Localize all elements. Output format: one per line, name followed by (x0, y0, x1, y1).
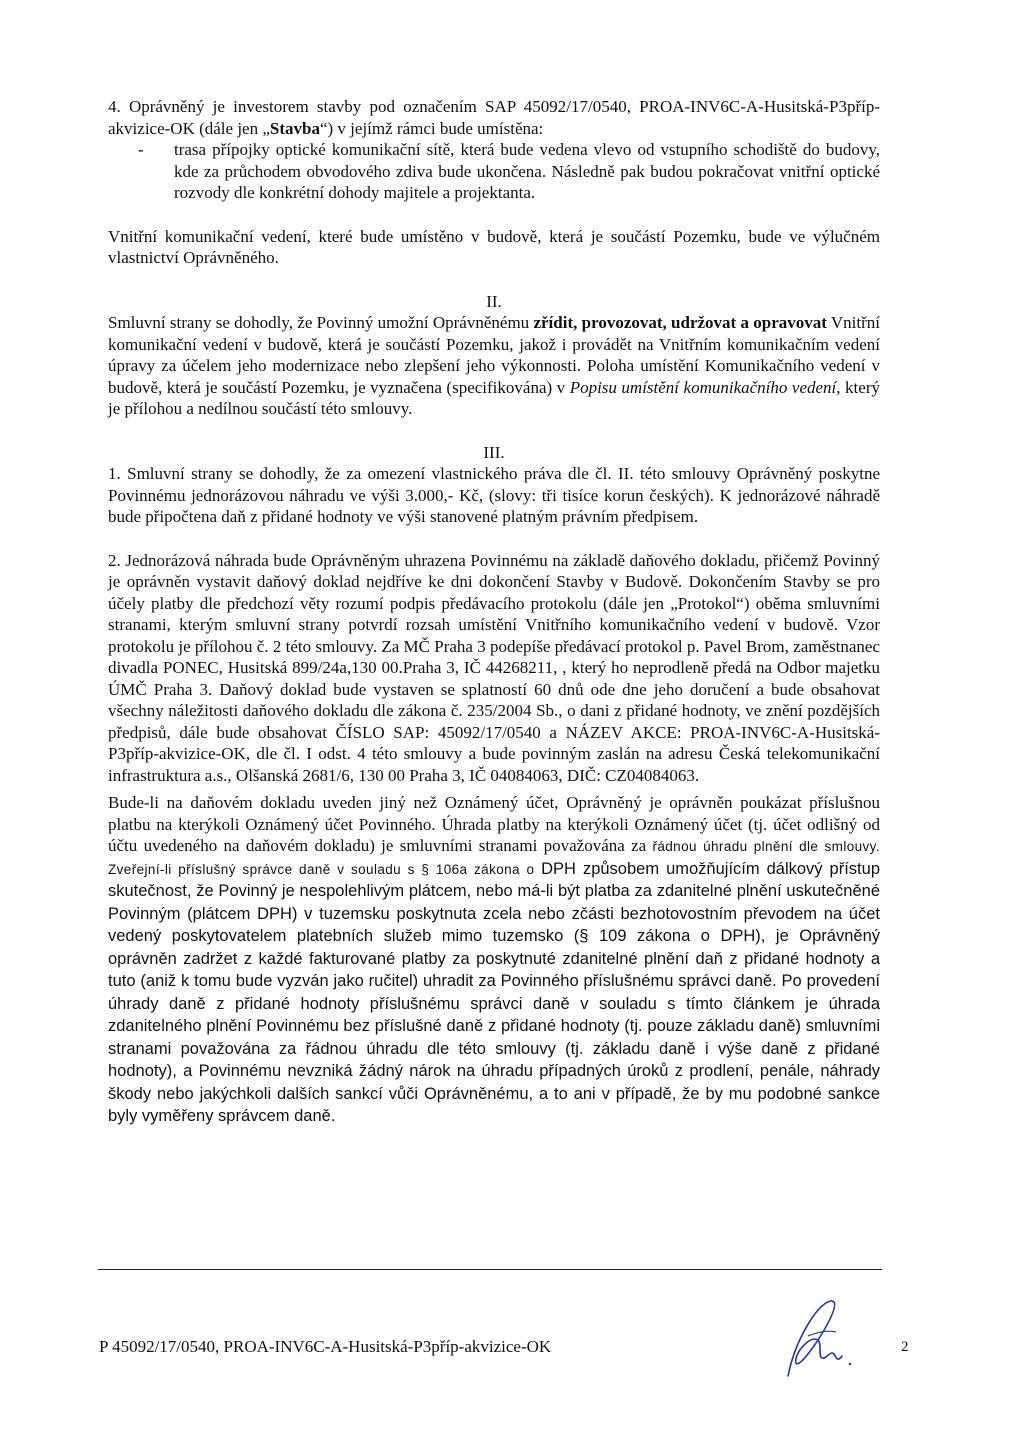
internal-line-ownership: Vnitřní komunikační vedení, které bude umístěno v budově, která je součástí Pozemku, bude ve výlučném vlastnictví Oprávněného. (108, 226, 880, 267)
section-II-text-c: , který je přílohou a nedílnou součástí této smlouvy. (108, 377, 880, 418)
stavba-term: Stavba (269, 118, 320, 138)
section-III-3-text-b: DPH způsobem umožňujícím dálkový přístup skutečnost, že Povinný je nespolehlivým plátcem, nebo má-li být platba za zdanitelné plnění uskutečněné Povinným (plátcem DPH) v tuzemsku poskytnuta zcela nebo zčásti bezhotovostním převodem na účet vedený poskytovatelem platebních služeb mimo tuzemsko (§ 109 zákona o DPH), je Oprávněný oprávněn zadržet z každé fakturované platby za poskytnuté zdanitelné plnění daň z přidané hodnoty a tuto (aniž k tomu bude vyzván jako ručitel) uhradit za Povinného příslušnému správci daně. Po provedení úhrady daně z přidané hodnoty příslušnému správci daně v souladu s tímto článkem je úhrada zdanitelného plnění Povinnému bez příslušné daně z přidané hodnoty (tj. pouze základu daně) smluvními stranami považována za řádnou úhradu dle této smlouvy (tj. základu daně i výše daně z přidané hodnoty), a Povinnému nevzniká žádný nárok na úhradu případných úroků z prodlení, penále, náhrady škody nebo jakýchkoli dalších sankcí vůči Oprávněnému, a to ani v případě, že by mu podobné sankce byly vyměřeny správcem daně. (108, 859, 880, 1125)
item-4-bullet (108, 139, 880, 204)
section-III-3-small-text: řádnou úhradu plnění dle smlouvy. Zveřejní-li příslušný správce daně v souladu s § 106a zákona o (108, 839, 880, 877)
page-number: 2 (901, 1339, 909, 1355)
footer-reference: P 45092/17/0540, PROA-INV6C-A-Husitská-P3příp-akvizice-OK (99, 1337, 552, 1356)
section-heading-II: II. (486, 291, 502, 311)
section-II-paragraph (108, 312, 880, 420)
item-4-intro-tail: “) v jejímž rámci bude umístěna: (319, 118, 544, 138)
item-4-intro-text: 4. Oprávněný je investorem stavby pod označením SAP 45092/17/0540, PROA-INV6C-A-Husitská-P3příp-akvizice-OK (dále jen „ (108, 97, 880, 138)
section-III-point-1: 1. Smluvní strany se dohodly, že za omezení vlastnického práva dle čl. II. této smlouvy Oprávněný poskytne Povinnému jednorázovou náhradu ve výši 3.000,- Kč, (slovy: tři tisíce korun českých). K jednorázové náhradě bude připočtena daň z přidané hodnoty ve výši stanovené platným právním předpisem. (108, 464, 880, 526)
section-II-text-b: Vnitřní komunikační vedení v budově, která je součástí Pozemku, jakož i provádět na Vnitřním komunikačním vedení úpravy za účelem jeho modernizace nebo zlepšení jeho výkonnosti. Poloha umístění Komunikačního vedení v budově, která je součástí Pozemku, je vyznačena (specifikována) v (108, 313, 880, 397)
section-II-attachment-name: Popisu umístění komunikačního vedení (569, 377, 837, 397)
signature-icon (778, 1296, 858, 1380)
bullet-text: trasa přípojky optické komunikační sítě, která bude vedena vlevo od vstupního schodiště do budovy, kde za průchodem obvodového zdiva bude ukončena. Následně pak budou pokračovat vnitřní optické rozvody dle konkrétní dohody majitele a projektanta. (174, 140, 880, 202)
footer-divider (98, 1269, 882, 1270)
section-III-3-text-a: Bude-li na daňovém dokladu uveden jiný než Oznámený účet, Oprávněný je oprávněn poukázat příslušnou platbu na kterýkoli Oznámený účet Povinného. Úhrada platby na kterýkoli Oznámený účet (tj. účet odlišný od účtu uvedeného na daňovém dokladu) je smluvními stranami považována za (108, 793, 880, 855)
bullet-dash: - (138, 140, 144, 159)
section-II-rights: zřídit, provozovat, udržovat a opravovat (533, 313, 827, 332)
section-II-text-a: Smluvní strany se dohodly, že Povinný umožní Oprávněnému (108, 313, 534, 332)
section-heading-III: III. (483, 442, 505, 462)
item-4-intro (108, 96, 880, 139)
document-body (108, 96, 880, 1128)
section-III-paragraph-3 (108, 792, 880, 1128)
section-III-point-2: 2. Jednorázová náhrada bude Oprávněným uhrazena Povinnému na základě daňového dokladu, přičemž Povinný je oprávněn vystavit daňový doklad nejdříve ke dni dokončení Stavby v Budově. Dokončením Stavby se pro účely platby dle předchozí věty rozumí podpis předávacího protokolu (dále jen „Protokol“) oběma smluvními stranami, kterým smluvní strany potvrdí rozsah umístění Vnitřního komunikačního vedení v budově. Vzor protokolu je přílohou č. 2 této smlouvy. Za MČ Praha 3 podepíše předávací protokol p. Pavel Brom, zaměstnanec divadla PONEC, Husitská 899/24a,130 00.Praha 3, IČ 44268211, , který ho neprodleně předá na Odbor majetku ÚMČ Praha 3. Daňový doklad bude vystaven se splatností 60 dnů ode dne jeho doručení a bude obsahovat všechny náležitosti daňového dokladu dle zákona č. 235/2004 Sb., o dani z přidané hodnoty, ve znění pozdějších předpisů, dále bude obsahovat ČÍSLO SAP: 45092/17/0540 a NÁZEV AKCE: PROA-INV6C-A-Husitská-P3příp-akvizice-OK, dle čl. I odst. 4 této smlouvy a bude povinným zaslán na adresu Česká telekomunikační infrastruktura a.s., Olšanská 2681/6, 130 00 Praha 3, IČ 04084063, DIČ: CZ04084063. (108, 550, 880, 785)
